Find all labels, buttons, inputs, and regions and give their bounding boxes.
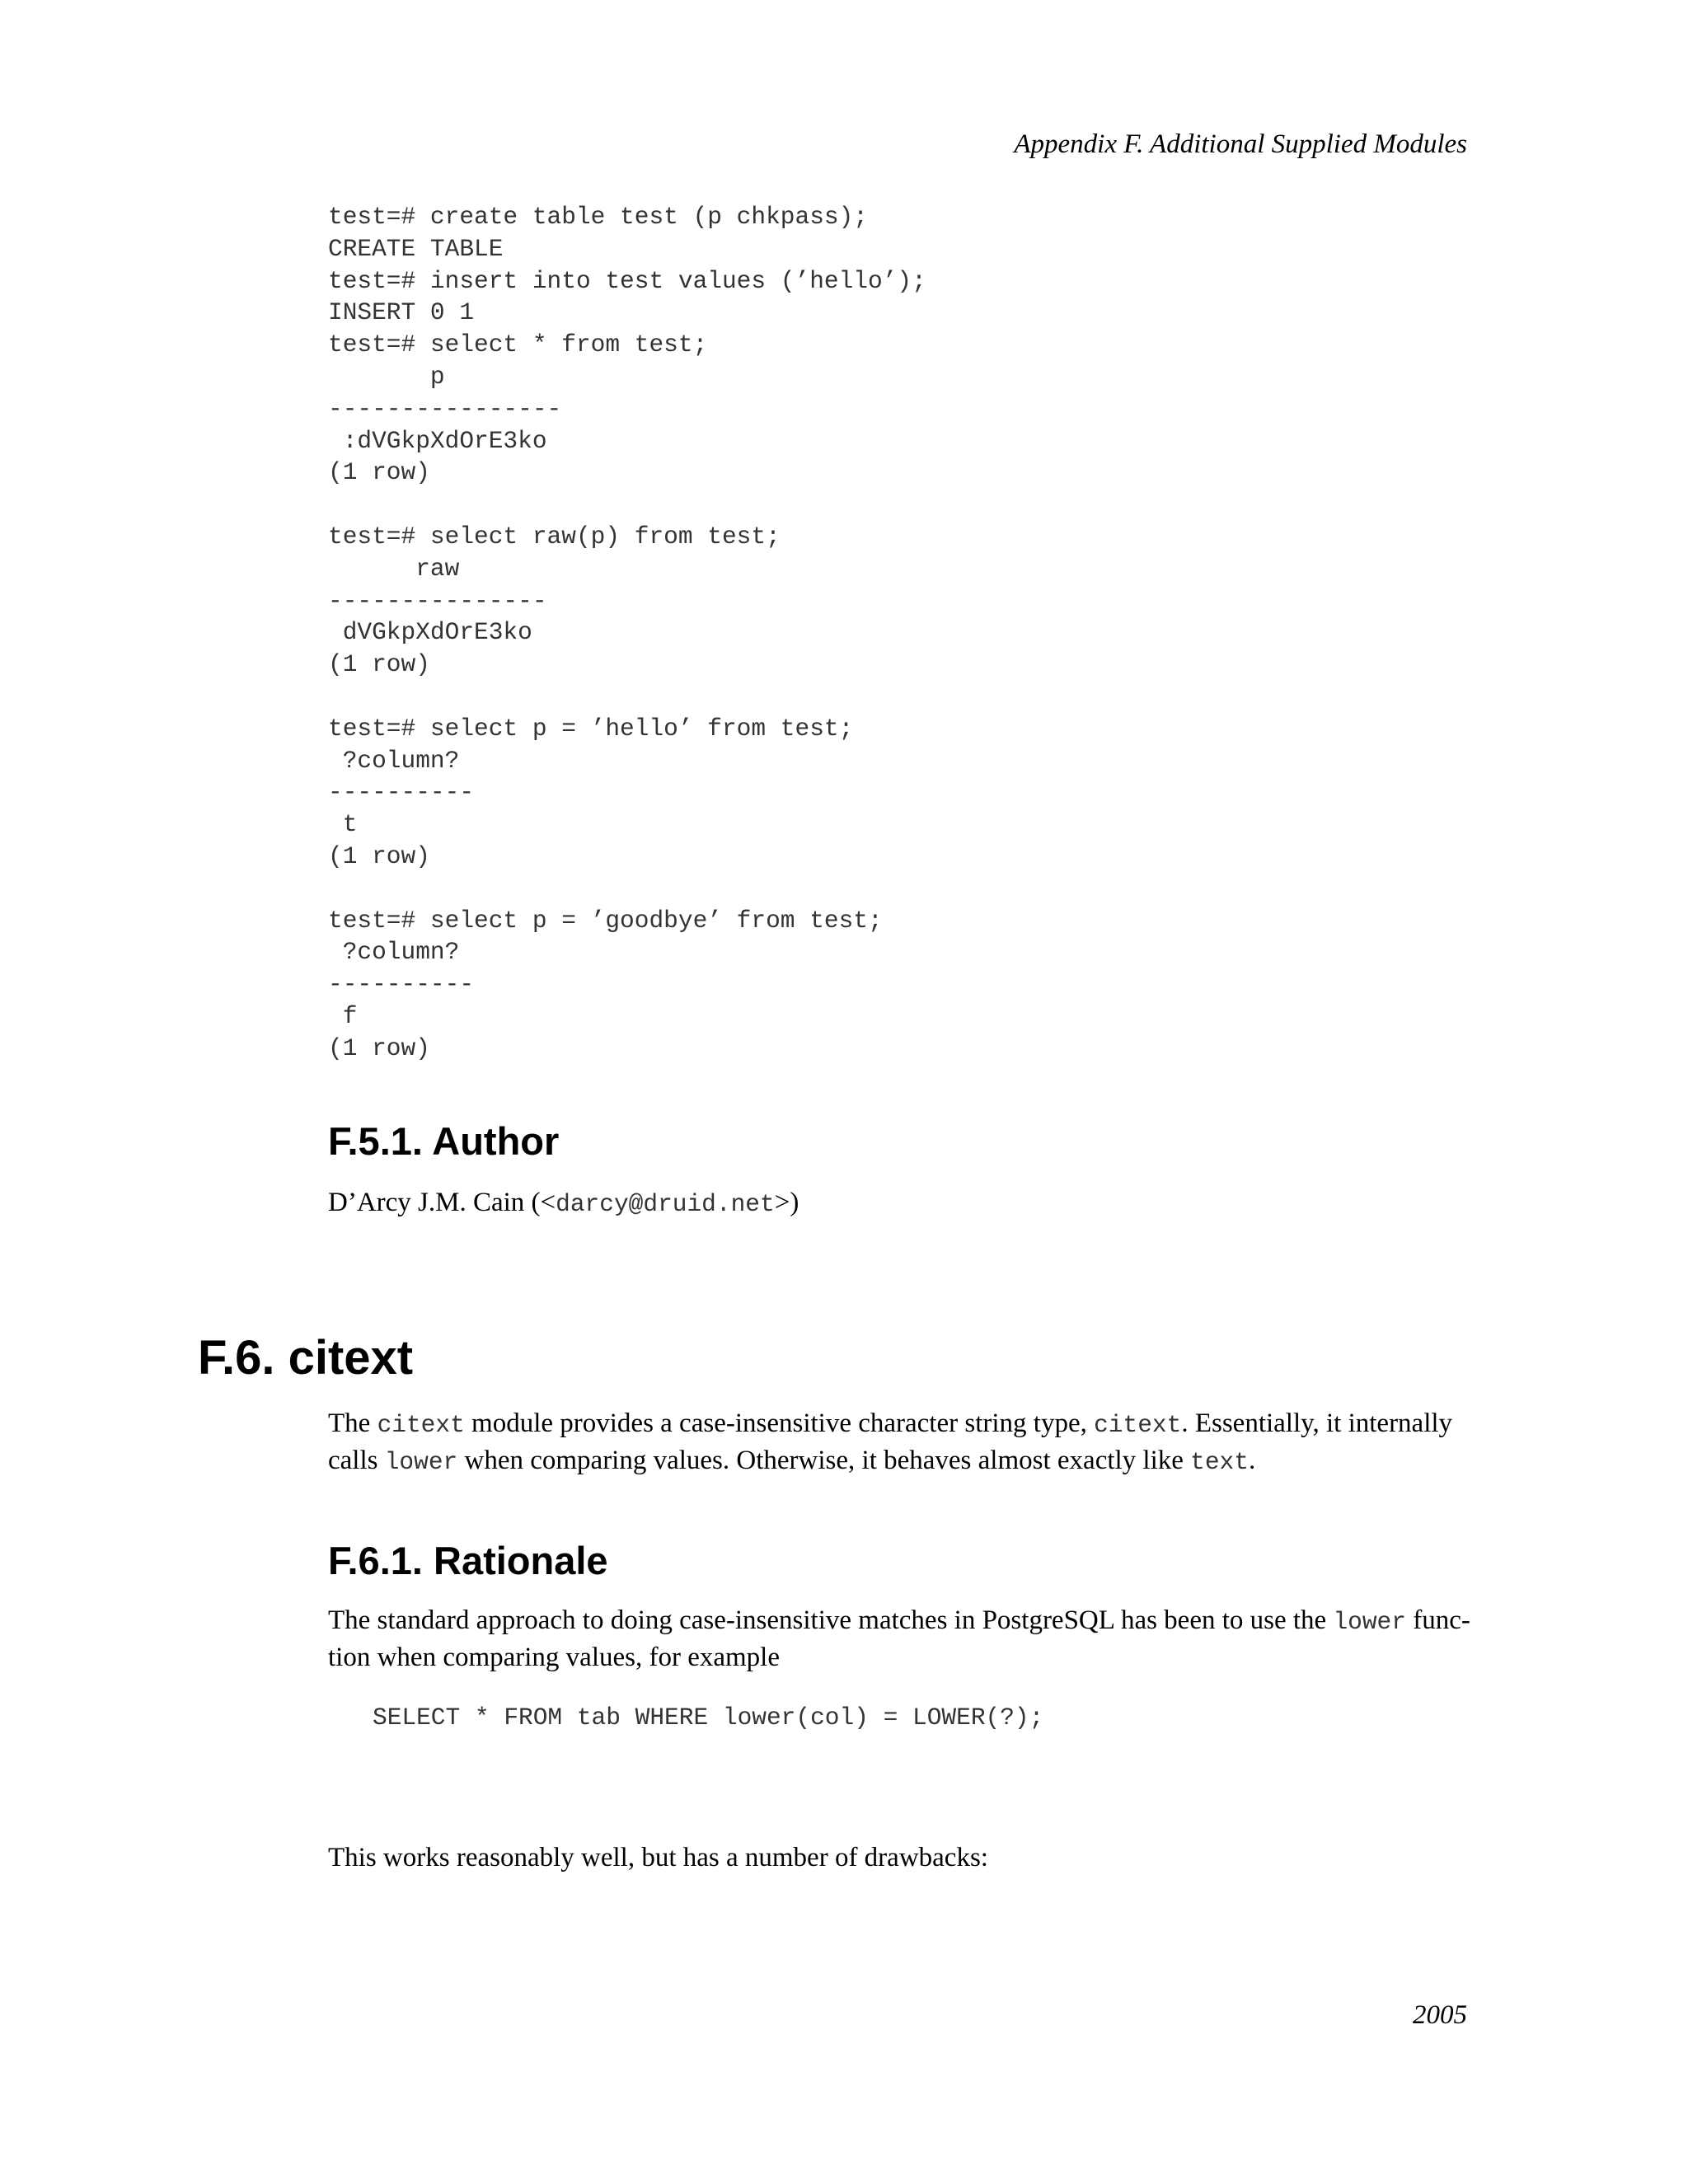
screen-line: test=# select p = ’hello’ from test; — [328, 714, 854, 743]
code-citext-module: citext — [377, 1411, 465, 1439]
code-citext-type: citext — [1094, 1411, 1182, 1439]
section-heading-rationale: F.6.1. Rationale — [328, 1539, 608, 1582]
screen-line: test=# select raw(p) from test; — [328, 522, 781, 551]
code-lower: lower — [384, 1448, 458, 1476]
text-run: . Essentially, it internally calls — [328, 1408, 1453, 1475]
author-email: darcy@druid.net — [556, 1190, 775, 1218]
screen-line: ?column? — [328, 938, 460, 967]
section-heading-author: F.5.1. Author — [328, 1119, 560, 1163]
screen-line: t — [328, 810, 358, 839]
page-number: 2005 — [1413, 2000, 1467, 2030]
screen-line: f — [328, 1001, 358, 1030]
screen-line: :dVGkpXdOrE3ko — [328, 426, 547, 455]
text-run: when comparing values. Otherwise, it behaves almost exactly like — [457, 1446, 1191, 1475]
text-run: The — [328, 1408, 377, 1438]
screen-line: test=# select * from test; — [328, 330, 708, 359]
drawbacks-paragraph: This works reasonably well, but has a number of drawbacks: — [328, 1843, 988, 1872]
code-lower: lower — [1333, 1608, 1406, 1636]
text-run: func-tion when comparing values, for example — [328, 1605, 1470, 1672]
screen-line: ?column? — [328, 746, 460, 775]
screen-line: (1 row) — [328, 1033, 430, 1062]
author-closing: >) — [774, 1188, 799, 1217]
screen-line — [328, 489, 926, 521]
example-screen-output — [328, 201, 926, 1065]
screen-line: test=# select p = ’goodbye’ from test; — [328, 906, 883, 935]
screen-line: test=# create table test (p chkpass); — [328, 203, 869, 231]
text-run: . — [1248, 1446, 1256, 1475]
screen-line: CREATE TABLE — [328, 234, 504, 263]
screen-line: ---------- — [328, 778, 475, 807]
code-text: text — [1190, 1448, 1249, 1476]
screen-line: dVGkpXdOrE3ko — [328, 618, 532, 647]
section-heading-citext: F.6. citext — [198, 1331, 414, 1385]
screen-line: ---------------- — [328, 394, 562, 423]
screen-line: raw — [328, 554, 460, 583]
running-header: Appendix F. Additional Supplied Modules — [1014, 129, 1467, 159]
screen-line: INSERT 0 1 — [328, 298, 475, 327]
screen-line: --------------- — [328, 586, 547, 615]
example-query: SELECT * FROM tab WHERE lower(col) = LOWER(?); — [373, 1704, 1044, 1732]
screen-line: (1 row) — [328, 841, 430, 870]
screen-line: p — [328, 362, 445, 391]
screen-line — [328, 681, 926, 713]
citext-intro-paragraph — [328, 1406, 1478, 1480]
rationale-paragraph — [328, 1603, 1478, 1675]
screen-line: ---------- — [328, 970, 475, 999]
author-paragraph — [328, 1185, 1478, 1222]
text-run: module provides a case-insensitive character string type, — [464, 1408, 1095, 1438]
screen-line: (1 row) — [328, 458, 430, 487]
text-run: The standard approach to doing case-insensitive matches in PostgreSQL has been to use the — [328, 1605, 1334, 1635]
screen-line: test=# insert into test values (’hello’); — [328, 266, 926, 295]
screen-line: (1 row) — [328, 650, 430, 679]
screen-line — [328, 873, 926, 905]
author-name: D’Arcy J.M. Cain (< — [328, 1188, 556, 1217]
